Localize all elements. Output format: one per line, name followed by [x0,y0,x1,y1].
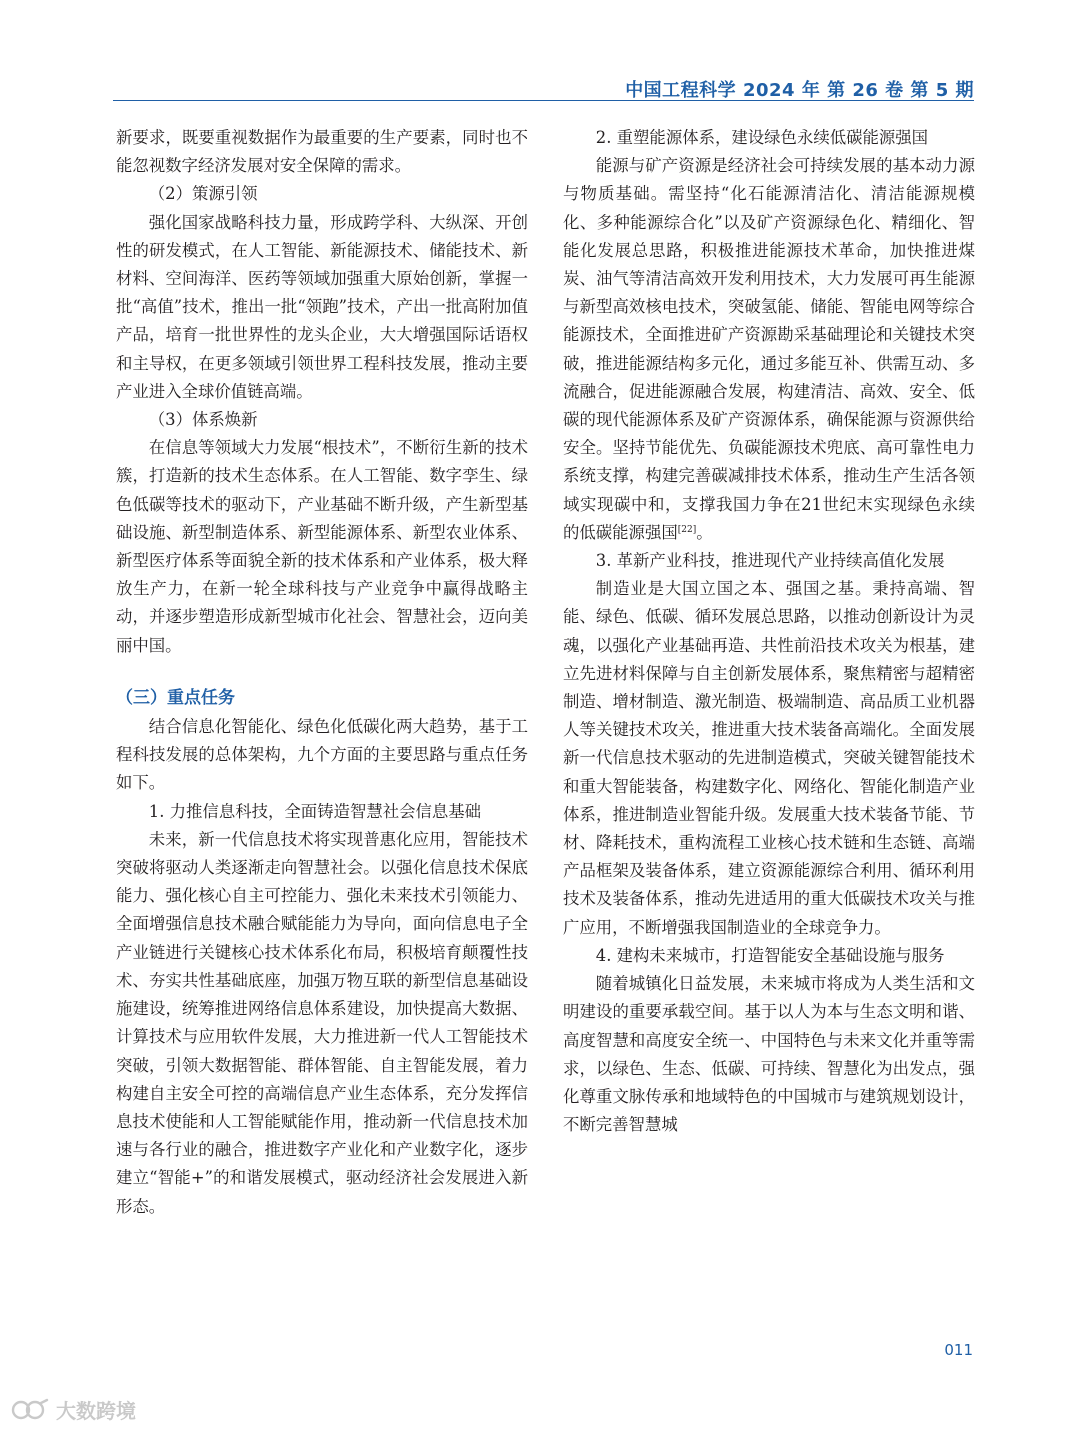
watermark-logo-icon [10,1397,50,1423]
paragraph-task-3: 制造业是大国立国之本、强国之基。秉持高端、智能、绿色、低碳、循环发展总思路，以推动创新设计为灵魂，以强化产业基础再造、共性前沿技术攻关为根基，建立先进材料保障与自主创新发展体系，聚焦精密与超精密制造、增材制造、激光制造、极端制造、高品质工业机器人等关键技术攻关，推进重大技术装备高端化。全面发展新一代信息技术驱动的先进制造模式，突破关键智能技术和重大智能装备，构建数字化、网络化、智能化制造产业体系，推进制造业智能升级。发展重大技术装备节能、节材、降耗技术，重构流程工业核心技术链和生态链、高端产品框架及装备体系，建立资源能源综合利用、循环利用技术及装备体系，推动先进适用的重大低碳技术攻关与推广应用，不断增强我国制造业的全球竞争力。 [563,579,975,937]
left-column [116,124,528,1221]
watermark-text: 大数跨境 [56,1399,136,1423]
section-heading-key-tasks: （三）重点任务 [116,687,235,708]
task-2-title: 2. 重塑能源体系，建设绿色永续低碳能源强国 [595,128,929,147]
paragraph-continued: 新要求，既要重视数据作为最重要的生产要素，同时也不能忽视数字经济发展对安全保障的需求。 [116,128,528,176]
paragraph-task-2-end: 。 [696,522,713,542]
citation-22[interactable]: [22] [677,524,697,535]
journal-header: 中国工程科学 2024 年 第 26 卷 第 5 期 [625,80,974,101]
task-3-title: 3. 革新产业科技，推进现代产业持续高值化发展 [595,551,945,571]
watermark [10,1395,136,1424]
right-column [563,124,975,1139]
subheading-strategy-source: （2）策源引领 [148,184,258,204]
task-4-title: 4. 建构未来城市，打造智能安全基础设施与服务 [595,945,945,965]
paragraph-task-1: 未来，新一代信息技术将实现普惠化应用，智能技术突破将驱动人类逐渐走向智慧社会。以强化信息技术保底能力、强化核心自主可控能力、强化未来技术引领能力、全面增强信息技术融合赋能能力为导向，面向信息电子全产业链进行关键核心技术体系化布局，积极培育颠覆性技术、夯实共性基础底座，加强万物互联的新型信息基础设施建设，统筹推进网络信息体系建设，加快提高大数据、计算技术与应用软件发展，大力推进新一代人工智能技术突破，引领大数据智能、群体智能、自主智能发展，着力构建自主安全可控的高端信息产业生态体系，充分发挥信息技术使能和人工智能赋能作用，推动新一代信息技术加速与各行业的融合，推进数字产业化和产业数字化，逐步建立“智能+”的和谐发展模式，驱动经济社会发展进入新形态。 [116,829,528,1216]
header-rule [113,100,974,101]
paragraph-task-2 [563,152,975,547]
task-1-title: 1. 力推信息科技，全面铸造智慧社会信息基础 [148,801,482,821]
page-number: 011 [944,1341,973,1359]
paragraph-system-renewal: 在信息等领域大力发展“根技术”，不断衍生新的技术簇，打造新的技术生态体系。在人工智能、数字孪生、绿色低碳等技术的驱动下，产业基础不断升级，产生新型基础设施、新型制造体系、新型能源体系、新型农业体系、新型医疗体系等面貌全新的技术体系和产业体系，极大释放生产力，在新一轮全球科技与产业竞争中赢得战略主动，并逐步塑造形成新型城市化社会、智慧社会，迈向美丽中国。 [116,438,528,655]
paragraph-strategy-source: 强化国家战略科技力量，形成跨学科、大纵深、开创性的研发模式，在人工智能、新能源技术、储能技术、新材料、空间海洋、医药等领域加强重大原始创新，掌握一批“高值”技术，推出一批“领跑”技术，产出一批高附加值产品，培育一批世界性的龙头企业，大大增强国际话语权和主导权，在更多领域引领世界工程科技发展，推动主要产业进入全球价值链高端。 [116,212,528,401]
paragraph-task-4: 随着城镇化日益发展，未来城市将成为人类生活和文明建设的重要承载空间。基于以人为本与生态文明和谐、高度智慧和高度安全统一、中国特色与未来文化并重等需求，以绿色、生态、低碳、可持续、智慧化为出发点，强化尊重文脉传承和地域特色的中国城市与建筑规划设计，不断完善智慧城 [563,974,975,1135]
paragraph-key-tasks-intro: 结合信息化智能化、绿色化低碳化两大趋势，基于工程科技发展的总体架构，九个方面的主要思路与重点任务如下。 [116,717,528,793]
subheading-system-renewal: （3）体系焕新 [148,410,258,430]
paragraph-task-2-text: 能源与矿产资源是经济社会可持续发展的基本动力源与物质基础。需坚持“化石能源清洁化、清洁能源规模化、多种能源综合化”以及矿产资源绿色化、精细化、智能化发展总思路，积极推进能源技术革命，加快推进煤炭、油气等清洁高效开发利用技术，大力发展可再生能源与新型高效核电技术，突破氢能、储能、智能电网等综合能源技术，全面推进矿产资源勘采基础理论和关键技术突破，推进能源结构多元化，通过多能互补、供需互动、多流融合，促进能源融合发展，构建清洁、高效、安全、低碳的现代能源体系及矿产资源体系，确保能源与资源供给安全。坚持节能优先、负碳能源技术兜底、高可靠性电力系统支撑，构建完善碳减排技术体系，推动生产生活各领域实现碳中和，支撑我国力争在21世纪末实现绿色永续的低碳能源强国 [563,156,975,542]
